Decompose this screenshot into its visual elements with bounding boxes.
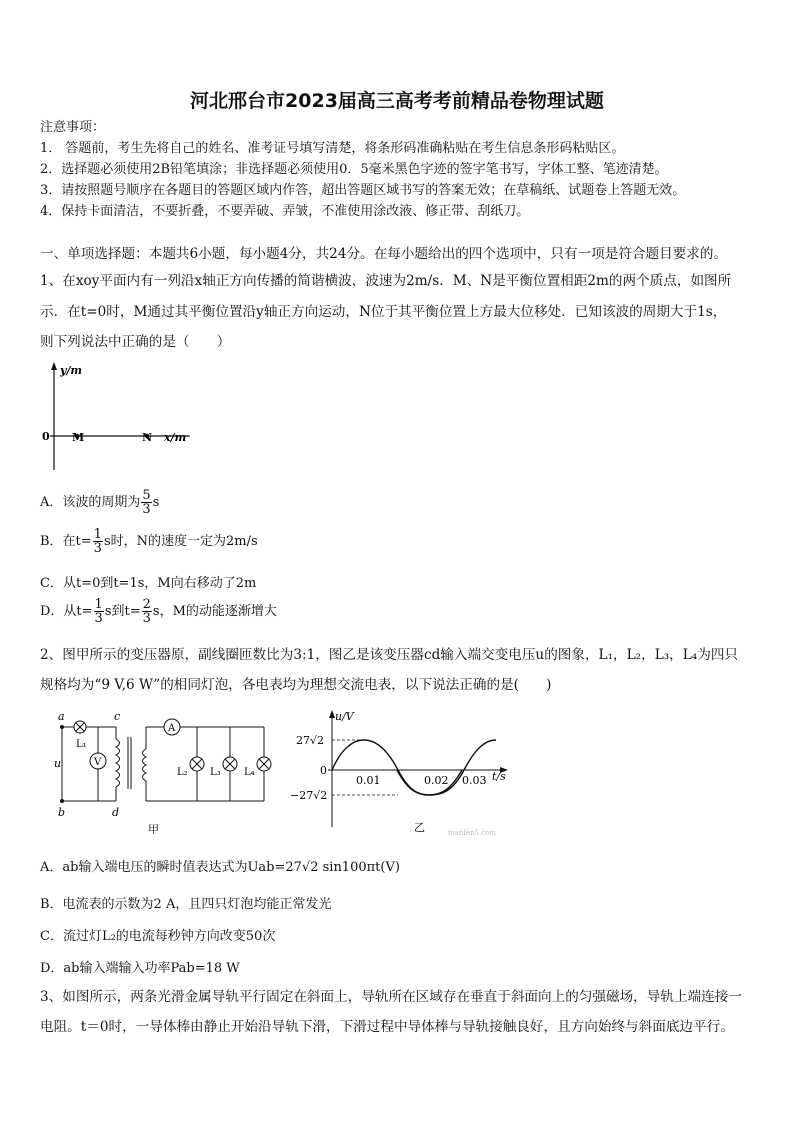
notice-heading: 注意事项：: [40, 120, 106, 135]
wave-origin: 0: [320, 764, 327, 777]
label-l3: L₃: [210, 767, 221, 778]
q1-d-den2: 3: [142, 611, 151, 626]
q2-line2: 规格均为“9 V,6 W”的相同灯泡，各电表均为理想交流电表，以下说法正确的是( ): [40, 677, 552, 693]
q1-origin: 0: [42, 430, 50, 443]
terminal-b: b: [58, 806, 66, 819]
page-title: 河北邢台市2023届高三高考考前精品卷物理试题: [190, 90, 604, 112]
q1-a-num: 5: [142, 488, 151, 503]
q2-option-a[interactable]: A．ab输入端电压的瞬时值表达式为Uab=27√2 sin100πt(V): [40, 860, 400, 875]
terminal-c: c: [114, 710, 121, 723]
q1-x-label: x/m: [164, 431, 187, 444]
tick-0.03: 0.03: [462, 774, 487, 787]
label-l1: L₁: [76, 739, 87, 750]
peak-label: 27√2: [296, 734, 325, 747]
q1-a-unit: s: [152, 495, 160, 510]
tick-0.01: 0.01: [356, 774, 381, 787]
trough-label: −27√2: [290, 789, 328, 802]
q1-line3: 则下列说法中正确的是（ ）: [40, 334, 231, 350]
q1-option-d[interactable]: [40, 598, 277, 625]
q1-line2: 示．在t=0时，M通过其平衡位置沿y轴正方向运动，N位于其平衡位置上方最大位移处．已知该波的周期大于1s，: [40, 304, 727, 320]
q1-b-text: B．在t=: [40, 534, 92, 549]
q1-b-fraction: [93, 528, 103, 555]
q1-d-num2: 2: [142, 597, 151, 612]
label-l4: L₄: [244, 767, 255, 778]
terminal-d: d: [112, 806, 120, 819]
q1-label-m: M: [72, 431, 85, 444]
tick-0.02: 0.02: [424, 774, 449, 787]
q1-option-c[interactable]: C．从t=0到t=1s，M向右移动了2m: [40, 576, 257, 591]
notice-item-3: 3．请按照题号顺序在各题目的答题区域内作答，超出答题区域书写的答案无效；在草稿纸、试题卷上答题无效。: [40, 183, 686, 198]
q3-line1: 3、如图所示，两条光滑金属导轨平行固定在斜面上，导轨所在区域存在垂直于斜面向上的匀强磁场，导轨上端连接一: [40, 989, 742, 1005]
u-axis-label: u/V: [335, 710, 354, 723]
q1-a-fraction: [141, 489, 151, 516]
circuit-caption: 甲: [148, 823, 159, 836]
q2-line1: 2、图甲所示的变压器原，副线圈匝数比为3:1，图乙是该变压器cd输入端交变电压u的图象，L₁，L₂，L₃，L₄为四只: [40, 647, 739, 663]
q2-voltage-graph: [290, 707, 520, 842]
q1-d-rest: s，M的动能逐渐增大: [152, 604, 277, 619]
q2-option-b[interactable]: B．电流表的示数为2 A，且四只灯泡均能正常发光: [40, 897, 332, 912]
label-l2: L₂: [177, 767, 188, 778]
watermark: manfen5.com: [448, 829, 497, 837]
q2-option-d[interactable]: D．ab输入端输入功率Pab=18 W: [40, 961, 240, 976]
wave-caption: 乙: [414, 821, 425, 834]
ammeter-label: A: [168, 723, 176, 734]
q1-b-num: 1: [93, 527, 102, 542]
label-u: u: [54, 757, 62, 770]
terminal-a: a: [58, 710, 65, 723]
q1-d-fraction-2: [142, 598, 152, 625]
q1-d-mid: s到t=: [104, 604, 141, 619]
q1-b-rest: s时，N的速度一定为2m/s: [103, 534, 258, 549]
q2-circuit-diagram: [52, 707, 282, 837]
section-heading: 一、单项选择题：本题共6小题，每小题4分，共24分。在每小题给出的四个选项中，只有一项是符合题目要求的。: [40, 246, 728, 262]
q1-b-den: 3: [93, 541, 102, 556]
q1-line1: 1、在xoy平面内有一列沿x轴正方向传播的简谐横波，波速为2m/s．M、N是平衡位置相距2m的两个质点，如图所: [40, 273, 732, 289]
q1-a-den: 3: [142, 502, 151, 517]
q1-a-text: A．该波的周期为: [40, 495, 141, 510]
voltmeter-label: V: [94, 757, 102, 768]
q1-d-num1: 1: [94, 597, 103, 612]
q1-d-text: D．从t=: [40, 604, 93, 619]
t-axis-label: t/s: [492, 770, 506, 783]
q1-option-a[interactable]: [40, 489, 159, 516]
q1-y-label: y/m: [60, 364, 83, 377]
q1-d-den1: 3: [94, 611, 103, 626]
q2-option-c[interactable]: C．流过灯L₂的电流每秒钟方向改变50次: [40, 929, 276, 944]
notice-item-1: 1． 答题前，考生先将自己的姓名、准考证号填写清楚，将条形码准确粘贴在考生信息条形码粘贴区。: [40, 141, 625, 156]
q1-option-b[interactable]: [40, 528, 258, 555]
q1-wave-graph: [40, 360, 200, 475]
q1-y-arrow: [51, 362, 57, 370]
secondary-coil: [143, 749, 147, 781]
primary-coil: [116, 739, 120, 787]
notice-item-2: 2．选择题必须使用2B铅笔填涂；非选择题必须使用0．5毫米黑色字迹的签字笔书写，字体工整、笔迹清楚。: [40, 162, 668, 177]
notice-item-4: 4．保持卡面清洁，不要折叠，不要弄破、弄皱，不准使用涂改液、修正带、刮纸刀。: [40, 204, 530, 219]
q1-d-fraction-1: [94, 598, 104, 625]
q1-label-n: N: [142, 431, 153, 444]
q3-line2: 电阻。t＝0时，一导体棒由静止开始沿导轨下滑，下滑过程中导体棒与导轨接触良好，且方向始终与斜面底边平行。: [40, 1019, 734, 1035]
